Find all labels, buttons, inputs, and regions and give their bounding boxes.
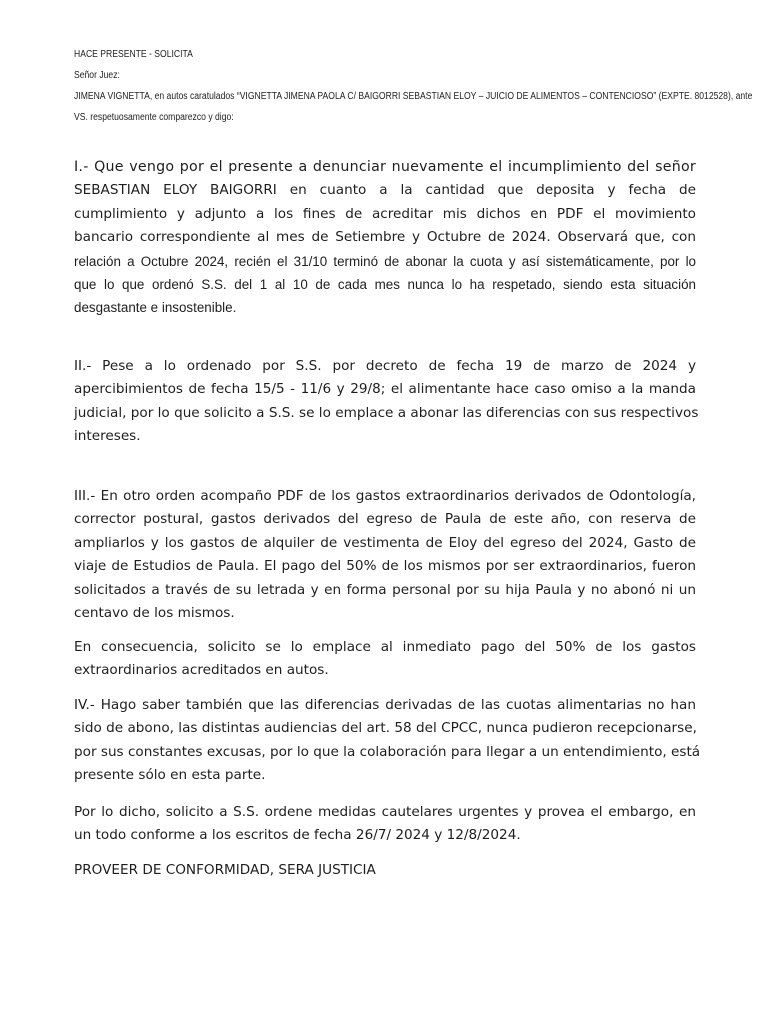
intro-line-1: JIMENA VIGNETTA, en autos caratulados “VIGNETTA JIMENA PAOLA C/ BAIGORRI SEBASTIAN ELOY – JUICIO DE ALIMENTOS – CONTENCIOSO” (EXPTE. 8012528), ante	[74, 91, 753, 102]
paragraph-line: viaje de Estudios de Paula. El pago del 50% de los mismos por ser extraordinarios, fueron	[74, 558, 696, 575]
intro-line-2: VS. respetuosamente comparezco y digo:	[74, 112, 234, 123]
document-header	[74, 44, 753, 128]
paragraph-line: cumplimiento y adjunto a los fines de acreditar mis dichos en PDF el movimiento	[74, 205, 696, 222]
paragraph-line: bancario correspondiente al mes de Setiembre y Octubre de 2024. Observará que, con	[74, 229, 696, 246]
paragraph-line: presente sólo en esta parte.	[74, 767, 266, 784]
paragraph-1	[74, 156, 696, 320]
paragraph-line: un todo conforme a los escritos de fecha 26/7/ 2024 y 12/8/2024.	[74, 827, 521, 844]
paragraph-line: ampliarlos y los gastos de alquiler de vestimenta de Eloy del egreso del 2024, Gasto de	[74, 534, 696, 551]
paragraph-line: que lo que ordenó S.S. del 1 al 10 de cada mes nunca lo ha respetado, siendo esta situación	[74, 277, 696, 293]
paragraph-line: II.- Pese a lo ordenado por S.S. por decreto de fecha 19 de marzo de 2024 y	[74, 358, 696, 374]
paragraph-line: I.- Que vengo por el presente a denunciar nuevamente el incumplimiento del señor	[74, 159, 696, 175]
paragraph-line: relación a Octubre 2024, recién el 31/10 terminó de abonar la cuota y así sistemáticamente, por lo	[74, 253, 696, 269]
paragraph-line: III.- En otro orden acompaño PDF de los gastos extraordinarios derivados de Odontología,	[74, 488, 696, 504]
paragraph-line: sido de abono, las distintas audiencias del art. 58 del CPCC, nunca pudieron recepcionarse,	[74, 720, 697, 737]
document-title: HACE PRESENTE - SOLICITA	[74, 49, 193, 60]
paragraph-line: centavo de los mismos.	[74, 605, 235, 622]
paragraph-5	[74, 694, 701, 788]
paragraph-line: judicial, por lo que solicito a S.S. se lo emplace a abonar las diferencias con sus respectivos	[74, 404, 699, 421]
paragraph-line: solicitados a través de su letrada y en forma personal por su hija Paula y no abonó ni un	[74, 581, 696, 598]
paragraph-line: En consecuencia, solicito se lo emplace al inmediato pago del 50% de los gastos	[74, 639, 696, 655]
closing-statement: PROVEER DE CONFORMIDAD, SERA JUSTICIA	[74, 862, 376, 878]
paragraph-line: IV.- Hago saber también que las diferencias derivadas de las cuotas alimentarias no han	[74, 697, 696, 713]
paragraph-line: corrector postural, gastos derivados del egreso de Paula de este año, con reserva de	[74, 511, 696, 528]
paragraph-4	[74, 636, 696, 683]
paragraph-2	[74, 355, 699, 449]
paragraph-line: desgastante e insostenible.	[74, 300, 237, 316]
paragraph-line: apercibimientos de fecha 15/5 - 11/6 y 29/8; el alimentante hace caso omiso a la manda	[74, 381, 696, 398]
paragraph-line: por sus constantes excusas, por lo que la colaboración para llegar a un entendimiento, está	[74, 743, 701, 760]
salutation: Señor Juez:	[74, 70, 120, 81]
paragraph-3	[74, 485, 696, 625]
paragraph-line: SEBASTIAN ELOY BAIGORRI en cuanto a la cantidad que deposita y fecha de	[74, 182, 696, 199]
paragraph-6	[74, 801, 696, 848]
paragraph-line: Por lo dicho, solicito a S.S. ordene medidas cautelares urgentes y provea el embargo, en	[74, 804, 696, 820]
paragraph-line: extraordinarios acreditados en autos.	[74, 662, 329, 679]
paragraph-line: intereses.	[74, 428, 141, 445]
